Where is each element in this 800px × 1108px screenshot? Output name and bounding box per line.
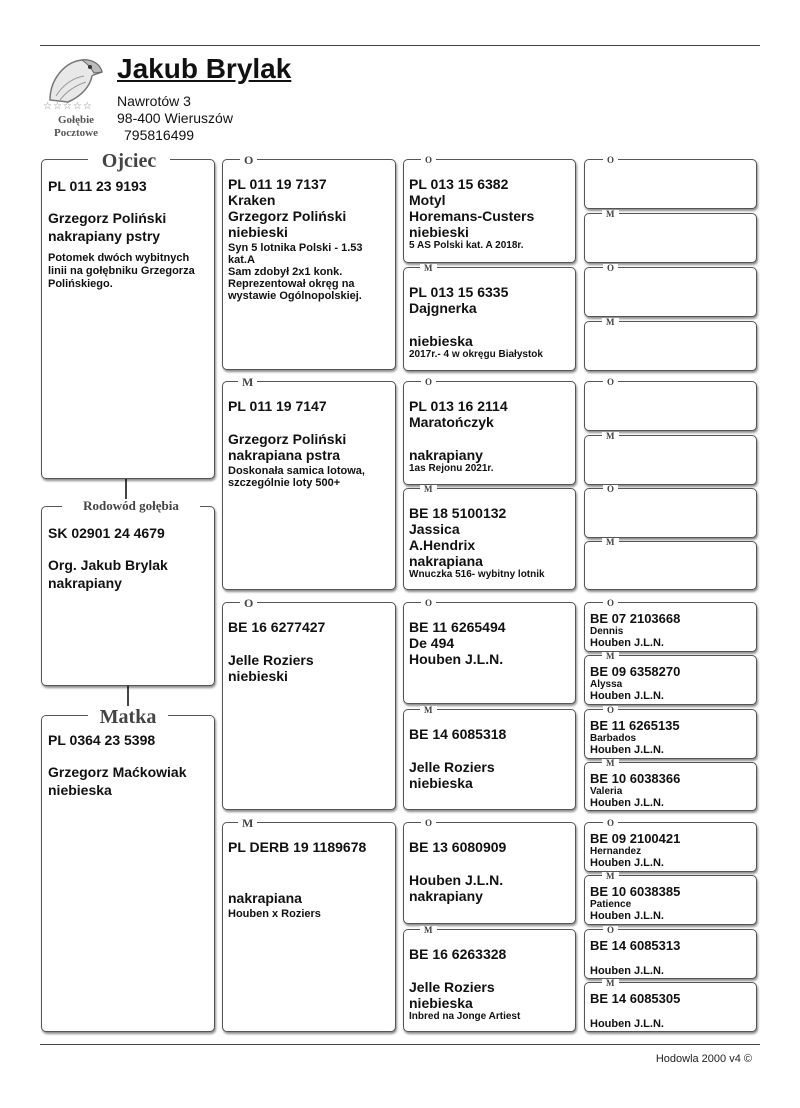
gen4-ffm-o-tag: O [603, 264, 618, 273]
gen4-mmm-m-tag: M [602, 979, 619, 988]
gen4-mmf-m-name: Patience [590, 899, 632, 910]
father-card[interactable] [41, 159, 215, 479]
mother-card[interactable] [41, 715, 215, 1032]
gen4-fff-m-card[interactable] [584, 213, 757, 263]
gen4-fmm-o-tag: O [603, 485, 618, 494]
gen3-fff-tag: O [421, 156, 436, 165]
gen3-mmm-tag: M [420, 926, 437, 935]
gen3-fff-name: Motyl [409, 192, 446, 208]
pigeon-ring: SK 02901 24 4679 [48, 525, 165, 541]
father-ring: PL 011 23 9193 [48, 178, 147, 194]
gen3-mff-card[interactable] [403, 602, 576, 704]
father-note: Potomek dwóch wybitnych linii na gołębniku Grzegorza Polińskiego. [48, 252, 195, 290]
gen4-mmm-o-card[interactable] [584, 929, 757, 979]
gen4-mfm-o-card[interactable] [584, 709, 757, 759]
gen3-fff-card[interactable] [403, 159, 576, 263]
gen3-mfm-breeder: Jelle Roziers [409, 759, 495, 775]
footer-credit: Hodowla 2000 v4 © [655, 1053, 752, 1065]
gen3-fff-ring: PL 013 15 6382 [409, 176, 509, 192]
gen2-fm-ring: PL 011 19 7147 [228, 398, 327, 414]
gen3-mmf-tag: O [421, 819, 436, 828]
gen4-mfm-o-ring: BE 11 6265135 [590, 718, 680, 733]
gen3-fmf-notes: 1as Rejonu 2021r. [409, 463, 494, 474]
pigeon-card[interactable] [41, 506, 215, 686]
top-rule [40, 45, 760, 46]
mother-ring: PL 0364 23 5398 [48, 732, 156, 748]
gen4-fmm-m-tag: M [602, 538, 619, 547]
gen3-ffm-card[interactable] [403, 267, 576, 371]
gen3-fmm-name: Jassica [409, 521, 460, 537]
gen2-ff-ring: PL 011 19 7137 [228, 176, 327, 192]
gen4-fmf-o-tag: O [603, 378, 618, 387]
gen2-fm-tag: M [238, 376, 257, 388]
gen2-fm-breeder: Grzegorz Poliński [228, 431, 347, 447]
gen2-ff-tag: O [240, 154, 257, 166]
gen3-mff-breeder: Houben J.L.N. [409, 651, 504, 667]
gen4-mff-m-card[interactable] [584, 655, 757, 705]
address-line2: 98-400 Wieruszów [117, 110, 233, 126]
gen3-fmf-tag: O [421, 378, 436, 387]
gen3-mff-ring: BE 11 6265494 [409, 619, 506, 635]
gen3-mmm-ring: BE 16 6263328 [409, 946, 507, 962]
gen4-fff-o-tag: O [603, 156, 618, 165]
gen2-mm-ring: PL DERB 19 1189678 [228, 839, 367, 855]
gen4-mmm-o-breeder: Houben J.L.N. [590, 965, 664, 977]
gen3-mfm-color: niebieska [409, 775, 473, 791]
gen4-mff-o-ring: BE 07 2103668 [590, 611, 681, 626]
gen4-mmf-o-name: Hernandez [590, 846, 642, 857]
gen4-ffm-m-card[interactable] [584, 321, 757, 371]
gen4-mfm-m-card[interactable] [584, 762, 757, 811]
gen3-mfm-tag: M [420, 706, 437, 715]
mother-label: Matka [88, 706, 168, 728]
gen4-fmf-m-card[interactable] [584, 435, 757, 485]
gen4-mfm-o-breeder: Houben J.L.N. [590, 744, 664, 756]
gen3-mff-tag: O [421, 599, 436, 608]
gen3-fmf-color: nakrapiany [409, 447, 483, 463]
gen2-mf-color: niebieski [228, 668, 288, 684]
gen3-mmf-color: nakrapiany [409, 888, 483, 904]
gen3-mmf-ring: BE 13 6080909 [409, 839, 507, 855]
phone-number: 795816499 [124, 127, 195, 143]
gen4-fmm-o-card[interactable] [584, 488, 757, 538]
gen3-ffm-notes: 2017r.- 4 w okręgu Białystok [409, 349, 543, 360]
gen4-mmm-m-card[interactable] [584, 982, 757, 1032]
gen4-fff-m-tag: M [602, 210, 619, 219]
gen3-mmf-card[interactable] [403, 822, 576, 924]
gen4-mmm-m-ring: BE 14 6085305 [590, 991, 681, 1006]
gen2-mf-breeder: Jelle Roziers [228, 652, 314, 668]
father-color: nakrapiany pstry [48, 228, 161, 244]
gen4-mff-m-tag: M [602, 652, 619, 661]
logo-text-line2: Pocztowe [54, 127, 98, 139]
gen3-mfm-card[interactable] [403, 709, 576, 810]
gen3-ffm-tag: M [420, 264, 437, 273]
gen4-mfm-m-name: Valeria [590, 786, 623, 797]
gen3-fmm-card[interactable] [403, 488, 576, 590]
gen4-mff-o-name: Dennis [590, 626, 624, 637]
gen4-mfm-o-tag: O [603, 706, 618, 715]
gen2-mm-tag: M [238, 817, 257, 829]
gen4-mff-o-tag: O [603, 599, 618, 608]
gen4-mff-o-card[interactable] [584, 602, 757, 652]
gen2-mf-ring: BE 16 6277427 [228, 619, 326, 635]
gen4-mmf-m-breeder: Houben J.L.N. [590, 910, 664, 922]
gen4-ffm-m-tag: M [602, 318, 619, 327]
gen2-ff-breeder: Grzegorz Poliński [228, 208, 347, 224]
gen4-mfm-o-name: Barbados [590, 733, 637, 744]
gen4-mmf-o-breeder: Houben J.L.N. [590, 857, 664, 869]
father-label: Ojciec [88, 150, 170, 172]
father-breeder: Grzegorz Poliński [48, 210, 167, 226]
gen4-mmf-m-ring: BE 10 6038385 [590, 884, 681, 899]
gen3-mmm-breeder: Jelle Roziers [409, 979, 495, 995]
gen3-mmm-notes: Inbred na Jonge Artiest [409, 1011, 521, 1022]
gen4-mmf-o-card[interactable] [584, 822, 757, 872]
gen4-mmf-o-tag: O [603, 819, 618, 828]
gen3-mff-name: De 494 [409, 635, 455, 651]
mother-color: niebieska [48, 782, 112, 798]
gen3-mmm-color: niebieska [409, 995, 473, 1011]
gen3-fmm-breeder: A.Hendrix [409, 537, 476, 553]
breeder-name: Jakub Brylak [117, 53, 292, 84]
gen3-mfm-ring: BE 14 6085318 [409, 726, 507, 742]
gen4-fmf-o-card[interactable] [584, 381, 757, 431]
gen4-mmf-m-tag: M [602, 872, 619, 881]
gen4-mmm-o-tag: O [603, 926, 618, 935]
pedigree-label: Rodowód gołębia [62, 499, 200, 513]
pigeon-color: nakrapiany [48, 575, 122, 591]
gen2-mm-notes: Houben x Roziers [228, 908, 321, 920]
gen4-ffm-o-card[interactable] [584, 267, 757, 317]
gen4-mmm-m-breeder: Houben J.L.N. [590, 1018, 664, 1030]
gen4-mmf-m-card[interactable] [584, 875, 757, 925]
gen2-ff-notes: Syn 5 lotnika Polski - 1.53 kat.A Sam zdobył 2x1 konk. Reprezentował okręg na wystawie Ogólnopolskiej. [228, 242, 363, 302]
logo-stars: ☆☆☆☆☆ [43, 101, 93, 112]
mother-breeder: Grzegorz Maćkowiak [48, 764, 187, 780]
gen2-mf-card[interactable] [222, 602, 396, 810]
gen4-mff-m-breeder: Houben J.L.N. [590, 690, 664, 702]
address-line1: Nawrotów 3 [117, 93, 191, 109]
gen2-mm-card[interactable] [222, 822, 396, 1032]
gen3-ffm-color: niebieska [409, 333, 473, 349]
gen2-fm-notes: Doskonała samica lotowa, szczególnie loty 500+ [228, 465, 365, 489]
gen3-mmm-card[interactable] [403, 929, 576, 1032]
gen4-mmf-o-ring: BE 09 2100421 [590, 831, 681, 846]
gen2-ff-color: niebieski [228, 224, 288, 240]
gen3-fmm-ring: BE 18 5100132 [409, 505, 507, 521]
bottom-rule [40, 1044, 760, 1045]
gen2-fm-card[interactable] [222, 381, 396, 590]
gen2-ff-card[interactable] [222, 159, 396, 370]
gen3-fmm-tag: M [420, 485, 437, 494]
gen3-mmf-breeder: Houben J.L.N. [409, 872, 504, 888]
gen4-fmm-m-card[interactable] [584, 541, 757, 590]
gen2-ff-name: Kraken [228, 192, 276, 208]
gen4-fmf-m-tag: M [602, 432, 619, 441]
gen3-fmm-notes: Wnuczka 516- wybitny lotnik [409, 569, 545, 580]
gen3-ffm-ring: PL 013 15 6335 [409, 284, 509, 300]
gen3-fff-breeder: Horemans-Custers [409, 208, 535, 224]
gen4-mmm-o-ring: BE 14 6085313 [590, 938, 681, 953]
gen3-fmf-name: Maratończyk [409, 414, 494, 430]
gen2-fm-color: nakrapiana pstra [228, 447, 341, 463]
gen2-mf-tag: O [240, 597, 257, 609]
pigeon-owner: Org. Jakub Brylak [48, 557, 168, 573]
gen3-fff-color: niebieski [409, 224, 469, 240]
gen3-fmf-ring: PL 013 16 2114 [409, 398, 508, 414]
logo-text-line1: Gołębie [57, 114, 95, 126]
gen4-mff-m-name: Alyssa [590, 679, 623, 690]
gen3-fff-notes: 5 AS Polski kat. A 2018r. [409, 240, 524, 251]
gen4-mfm-m-ring: BE 10 6038366 [590, 771, 681, 786]
gen4-mff-o-breeder: Houben J.L.N. [590, 637, 664, 649]
gen4-mfm-m-breeder: Houben J.L.N. [590, 797, 664, 809]
gen3-fmm-color: nakrapiana [409, 553, 483, 569]
gen4-fff-o-card[interactable] [584, 159, 757, 209]
gen4-mff-m-ring: BE 09 6358270 [590, 664, 681, 679]
gen3-ffm-name: Dajgnerka [409, 300, 477, 316]
gen4-mfm-m-tag: M [602, 759, 619, 768]
gen2-mm-color: nakrapiana [228, 890, 302, 906]
gen3-fmf-card[interactable] [403, 381, 576, 485]
